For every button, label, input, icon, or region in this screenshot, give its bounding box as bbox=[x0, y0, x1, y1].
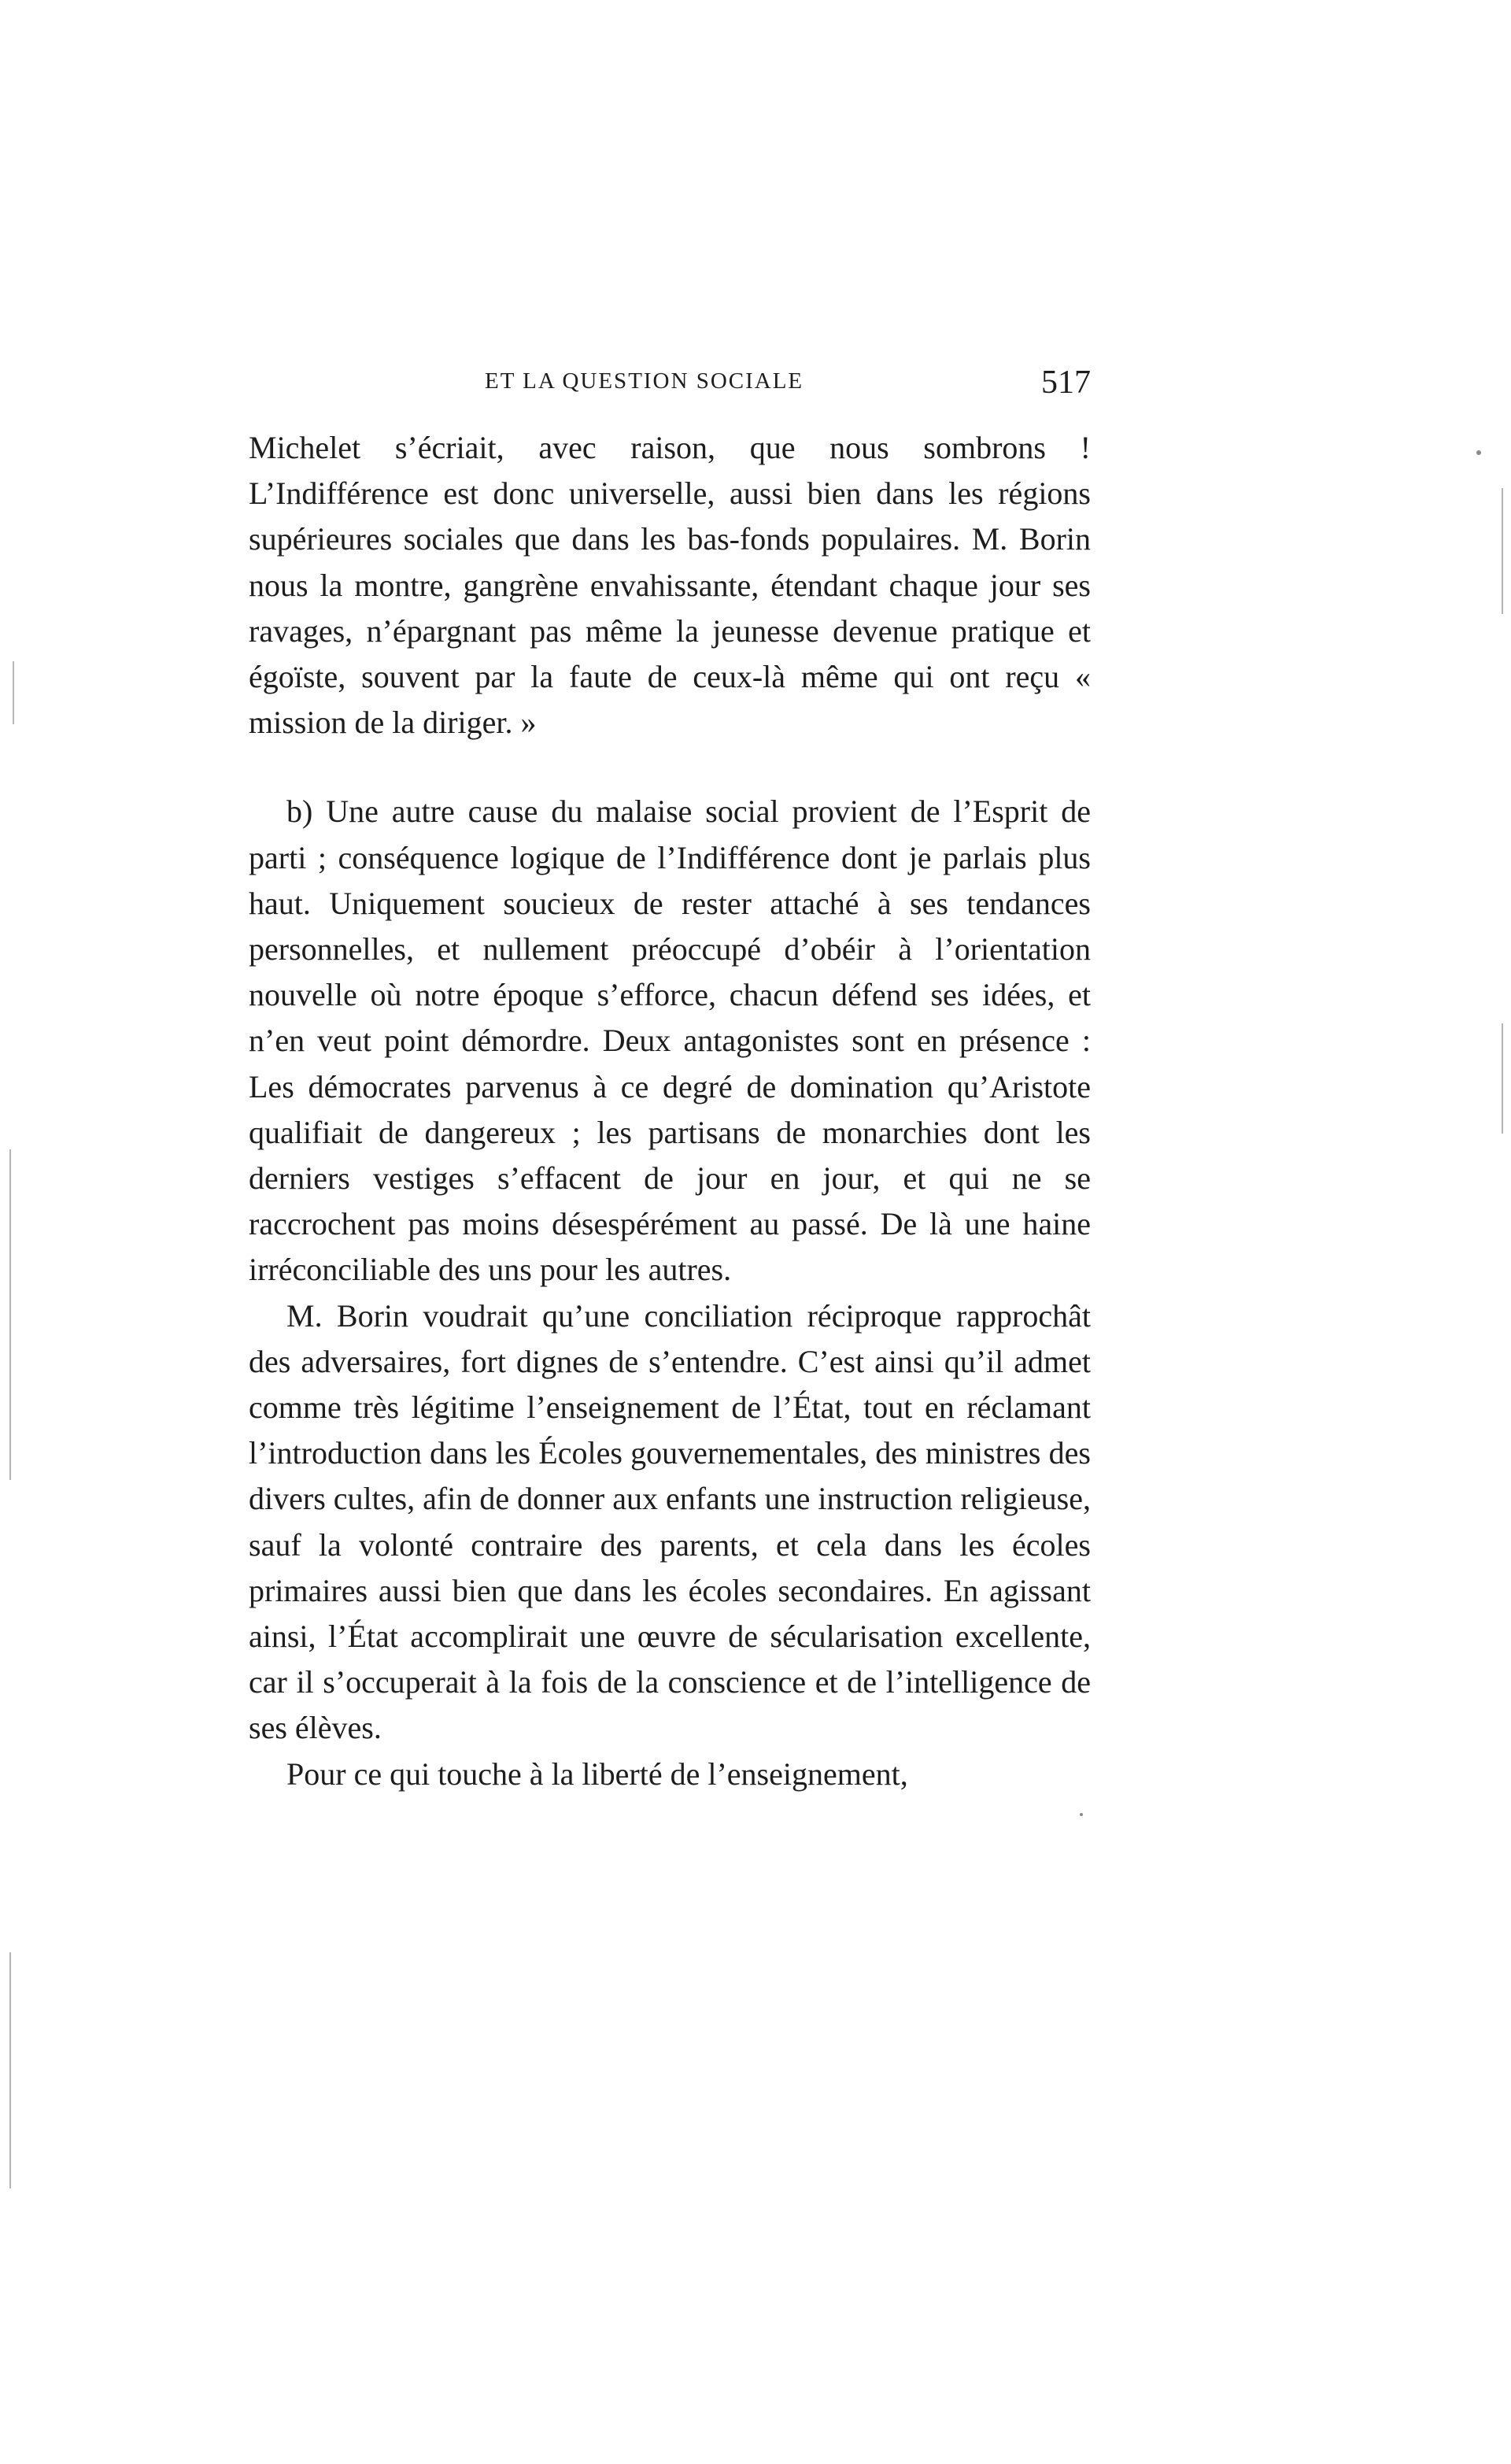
paragraph-esprit-de-parti: b) Une autre cause du malaise social provient de l’Esprit de parti ; conséquence logique de l’Indifférence dont je parlais plus haut. Uniquement soucieux de rester attaché à ses tendances personnelles, et nullement préoccupé d’obéir à l’orientation nouvelle où notre époque s’efforce, chacun défend ses idées, et n’en veut point démordre. Deux antagonistes sont en présence : Les démocrates parvenus à ce degré de domination qu’Aristote qualifiait de dangereux ; les partisans de monarchies dont les derniers vestiges s’effacent de jour en jour, et qui ne se raccrochent pas moins désespérément au passé. De là une haine irréconciliable des uns pour les autres. bbox=[249, 794, 1091, 1288]
paragraph-liberte-enseignement: Pour ce qui touche à la liberté de l’enseignement, bbox=[286, 1756, 908, 1792]
body-text bbox=[249, 425, 1091, 1797]
scan-margin-line-right-1 bbox=[1502, 488, 1503, 614]
scan-speck-2 bbox=[1080, 1813, 1083, 1816]
running-head bbox=[249, 364, 1091, 411]
paragraph-conciliation: M. Borin voudrait qu’une conciliation réciproque rapprochât des adversaires, fort dignes de s’entendre. C’est ainsi qu’il admet comme très légitime l’enseignement de l’État, tout en réclamant l’introduction dans les Écoles gouvernementales, des ministres des divers cultes, afin de donner aux enfants une instruction religieuse, sauf la volonté contraire des parents, et cela dans les écoles primaires aussi bien que dans les écoles secondaires. En agissant ainsi, l’État accomplirait une œuvre de sécularisation excellente, car il s’occuperait à la fois de la conscience et de l’intelligence de ses élèves. bbox=[249, 1297, 1091, 1746]
scan-speck-1 bbox=[1476, 450, 1481, 455]
scan-margin-line-left-3 bbox=[9, 1952, 11, 2188]
scan-margin-line-left-1 bbox=[13, 661, 14, 724]
scan-margin-line-right-2 bbox=[1502, 1023, 1503, 1134]
running-title: ET LA QUESTION SOCIALE bbox=[485, 368, 804, 394]
scan-margin-line-left-2 bbox=[9, 1149, 11, 1480]
page-number: 517 bbox=[1041, 364, 1091, 401]
paragraph-indifference: Michelet s’écriait, avec raison, que nous sombrons ! L’Indifférence est donc universelle, aussi bien dans les régions supérieures sociales que dans les bas-fonds populaires. M. Borin nous la montre, gangrène envahissante, étendant chaque jour ses ravages, n’épargnant pas même la jeunesse devenue pratique et égoïste, souvent par la faute de ceux-là même qui ont reçu « mission de la diriger. » bbox=[249, 430, 1091, 741]
